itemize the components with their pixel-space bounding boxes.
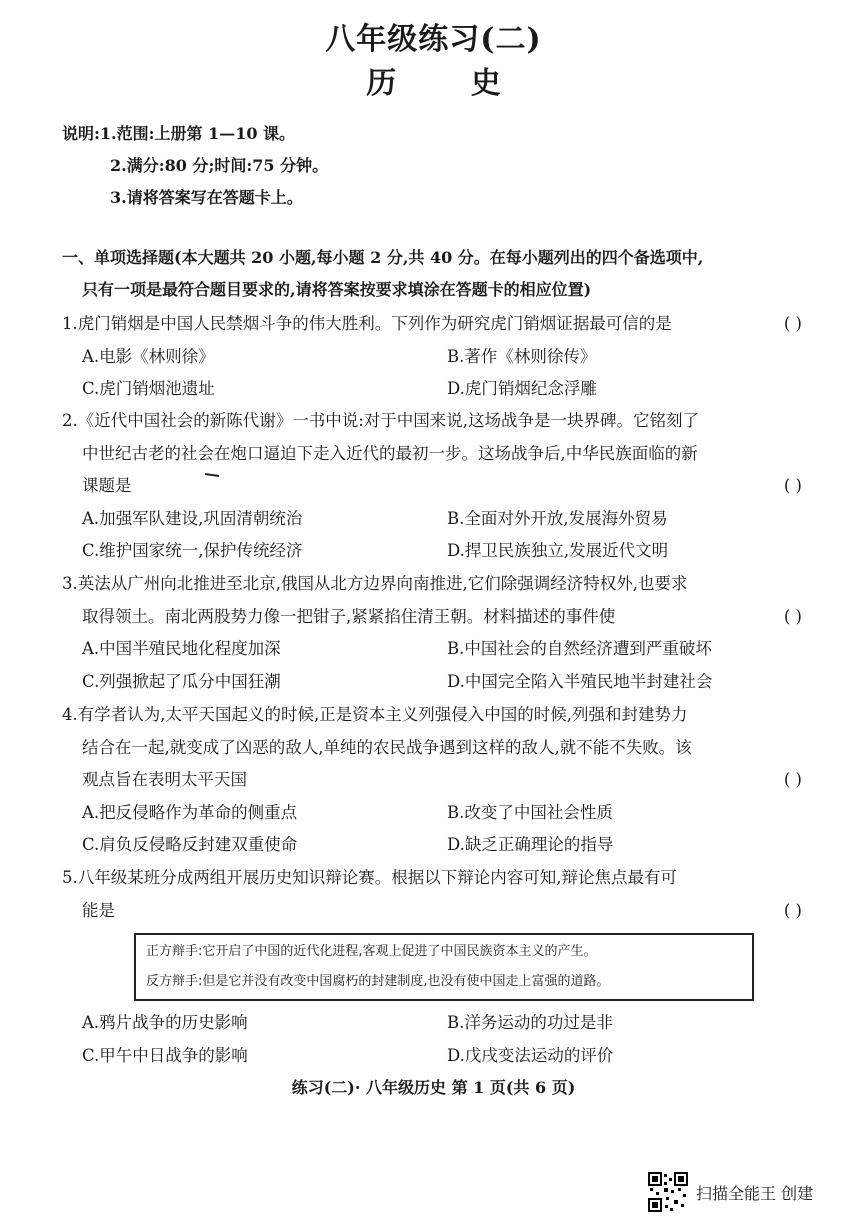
option-a: A.中国半殖民地化程度加深 [82, 639, 281, 658]
question-1-stem: 1.虎门销烟是中国人民禁烟斗争的伟大胜利。下列作为研究虎门销烟证据最可信的是 [62, 314, 672, 333]
option-d: D.捍卫民族独立,发展近代文明 [447, 541, 669, 560]
option-d: D.中国完全陷入半殖民地半封建社会 [447, 671, 713, 691]
instruction-3: 3.请将答案写在答题卡上。 [110, 188, 303, 207]
option-b: B.改变了中国社会性质 [447, 802, 613, 822]
question-2 [62, 405, 802, 568]
question-4-stem-line-3: 观点旨在表明太平天国 [82, 770, 247, 789]
option-c: C.肩负反侵略反封建双重使命 [82, 835, 298, 854]
question-5-options [62, 1007, 802, 1072]
question-2-stem-line-2: 中世纪古老的社会在炮口逼迫下走入近代的最初一步。这场战争后,中华民族面临的新 [82, 443, 698, 463]
answer-bracket: ( ) [783, 606, 802, 626]
watermark-text: 扫描全能王 创建 [696, 1183, 814, 1203]
question-5 [62, 862, 802, 1072]
question-2-options [62, 503, 802, 568]
option-a: A.加强军队建设,巩固清朝统治 [82, 508, 303, 528]
question-4-stem-line-2: 结合在一起,就变成了凶恶的敌人,单纯的农民战争遇到这样的敌人,就不能不失败。该 [82, 737, 692, 757]
option-a: A.把反侵略作为革命的侧重点 [82, 802, 298, 822]
answer-bracket: ( ) [783, 314, 802, 333]
answer-bracket: ( ) [783, 770, 802, 789]
question-3-stem-line-2: 取得领土。南北两股势力像一把钳子,紧紧掐住清王朝。材料描述的事件使 [82, 606, 616, 626]
option-d: D.戊戌变法运动的评价 [447, 1045, 614, 1065]
question-5-stem-line-2: 能是 [82, 900, 115, 920]
option-b: B.全面对外开放,发展海外贸易 [447, 508, 668, 528]
question-3-options [62, 633, 802, 698]
section-heading-line-1: 一、单项选择题(本大题共 20 小题,每小题 2 分,共 40 分。在每小题列出的四个备选项中, [62, 248, 704, 267]
question-4 [62, 699, 802, 862]
question-3-stem-line-1: 3.英法从广州向北推进至北京,俄国从北方边界向南推进,它们除强调经济特权外,也要求 [62, 574, 688, 593]
option-a: A.电影《林则徐》 [82, 346, 215, 366]
quote-affirmative: 正方辩手:它开启了中国的近代化进程,客观上促进了中国民族资本主义的产生。 [146, 944, 597, 959]
option-d: D.缺乏正确理论的指导 [447, 835, 614, 854]
question-3 [62, 568, 802, 698]
instructions [62, 118, 328, 214]
option-c: C.维护国家统一,保护传统经济 [82, 541, 303, 560]
option-b: B.洋务运动的功过是非 [447, 1013, 613, 1032]
option-c: C.列强掀起了瓜分中国狂潮 [82, 671, 281, 691]
quote-negative: 反方辩手:但是它并没有改变中国腐朽的封建制度,也没有使中国走上富强的道路。 [146, 974, 610, 989]
question-4-stem-line-1: 4.有学者认为,太平天国起义的时候,正是资本主义列强侵入中国的时候,列强和封建势力 [62, 705, 688, 724]
question-1-options [62, 341, 802, 406]
instruction-2: 2.满分:80 分;时间:75 分钟。 [110, 156, 329, 175]
qr-code-icon [648, 1172, 688, 1212]
question-1 [62, 308, 802, 406]
option-d: D.虎门销烟纪念浮雕 [447, 379, 597, 398]
option-b: B.著作《林则徐传》 [447, 346, 597, 366]
page-footer: 练习(二)· 八年级历史 第 1 页(共 6 页) [291, 1078, 576, 1097]
question-4-options [62, 797, 802, 862]
debate-quote-box [134, 933, 754, 1001]
instruction-1: 说明:1.范围:上册第 1—10 课。 [62, 124, 296, 143]
option-a: A.鸦片战争的历史影响 [82, 1013, 248, 1032]
question-2-stem-line-3: 课题是 [82, 476, 132, 495]
option-b: B.中国社会的自然经济遭到严重破坏 [447, 639, 712, 658]
scanner-watermark [648, 1172, 813, 1212]
option-c: C.虎门销烟池遗址 [82, 379, 215, 398]
exam-subject: 历 史 [366, 66, 533, 101]
answer-bracket: ( ) [783, 476, 802, 495]
exam-title: 八年级练习(二) [325, 22, 542, 57]
question-5-stem-line-1: 5.八年级某班分成两组开展历史知识辩论赛。根据以下辩论内容可知,辩论焦点最有可 [62, 868, 677, 887]
answer-bracket: ( ) [783, 900, 802, 920]
question-2-stem-line-1: 2.《近代中国社会的新陈代谢》一书中说:对于中国来说,这场战争是一块界碑。它铭刻了 [62, 411, 700, 430]
option-c: C.甲午中日战争的影响 [82, 1045, 248, 1065]
section-heading-line-2: 只有一项是最符合题目要求的,请将答案按要求填涂在答题卡的相应位置) [82, 280, 592, 299]
section-heading [62, 242, 802, 306]
